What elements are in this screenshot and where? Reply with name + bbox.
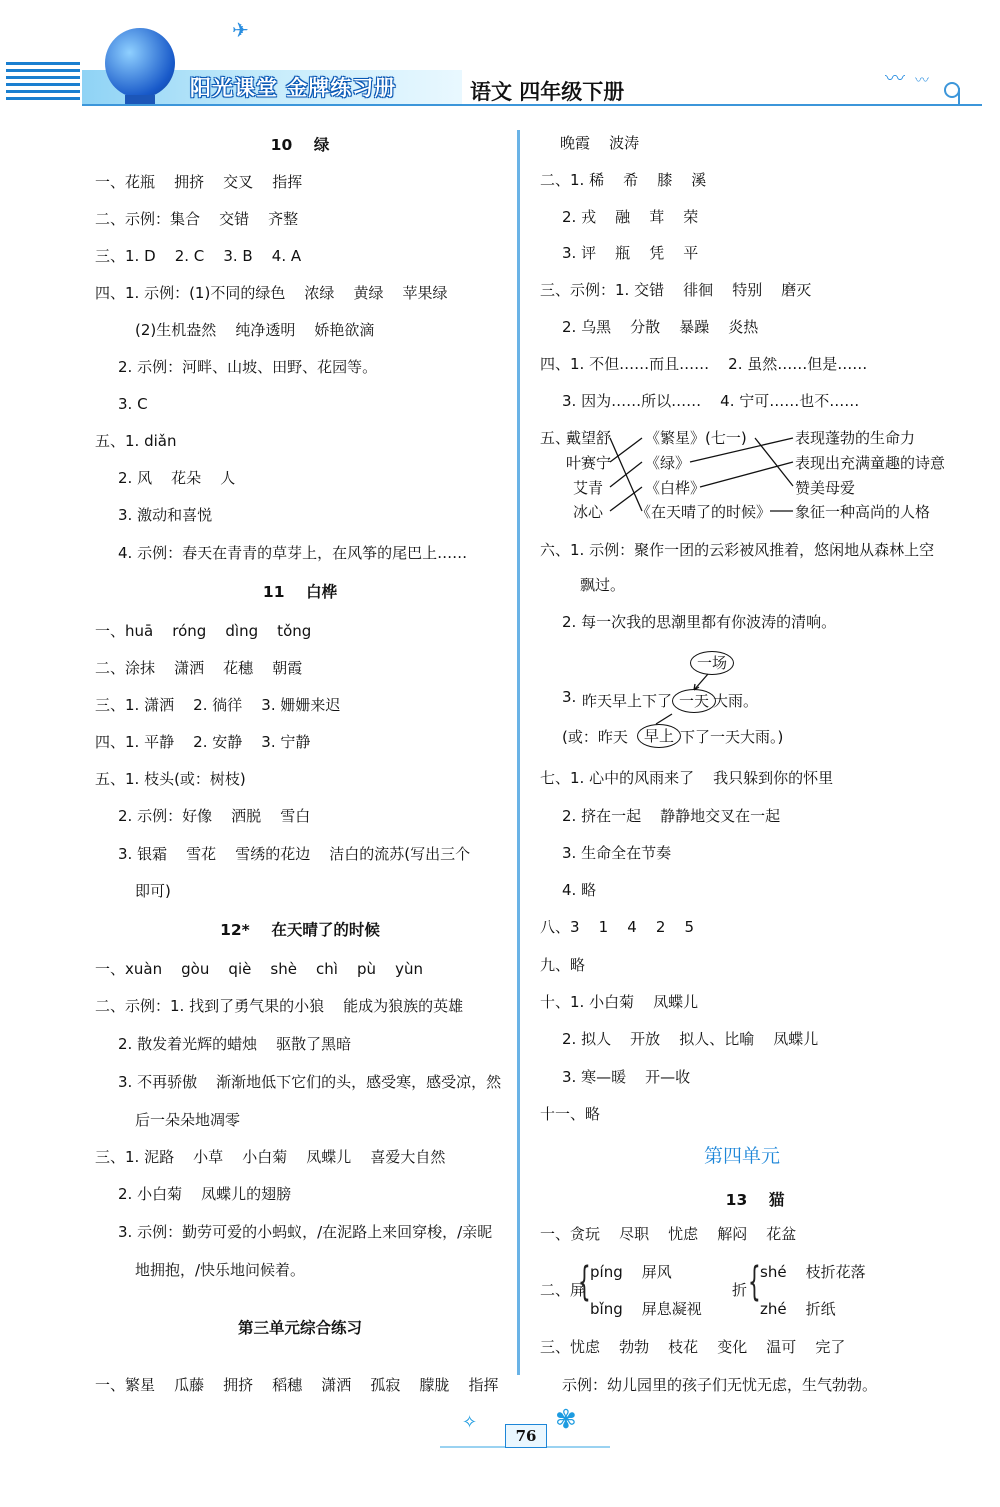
answer-line: 折: [732, 1281, 748, 1299]
inserted-word-circle: 一场: [690, 651, 734, 675]
answer-line: 2. 每一次我的思潮里都有你波涛的清响。: [562, 613, 837, 631]
column-divider: [517, 130, 520, 1375]
match-author: 叶赛宁: [566, 454, 612, 472]
answer-line: 六、1. 示例：聚作一团的云彩被风推着，悠闲地从森林上空: [540, 541, 935, 559]
header-rule: [82, 104, 982, 106]
header-stripes: [6, 62, 80, 108]
answer-line: 2. 示例：河畔、山坡、田野、花园等。: [118, 358, 378, 376]
bird-icon: 〰: [915, 73, 929, 89]
match-author: 冰心: [573, 503, 604, 521]
page-number: 76: [505, 1424, 547, 1448]
answer-line: 四、1. 平静 2. 安静 3. 宁静: [95, 733, 311, 751]
answer-line: 3. 生命全在节奏: [562, 844, 672, 862]
answer-line: 三、1. 潇洒 2. 徜徉 3. 姗姗来迟: [95, 696, 341, 714]
answer-line: 3. 寒—暖 开—收: [562, 1068, 691, 1086]
answer-line: 3. 激动和喜悦: [118, 506, 213, 524]
answer-line: 2. 小白菊 凤蝶儿的翅膀: [118, 1185, 292, 1203]
unit-heading: 第四单元: [703, 1145, 781, 1167]
answer-line: 二、涂抹 潇洒 花穗 朝霞: [95, 659, 303, 677]
answer-line: 一、huā róng dìng tǒng: [95, 622, 312, 640]
answer-line: 三、1. 泥路 小草 小白菊 凤蝶儿 喜爱大自然: [95, 1148, 446, 1166]
lesson-title: 13 猫: [725, 1191, 785, 1209]
answer-line: 2. 拟人 开放 拟人、比喻 凤蝶儿: [562, 1030, 819, 1048]
answer-line: 七、1. 心中的风雨来了 我只躲到你的怀里: [540, 769, 834, 787]
subject-grade: 语文 四年级下册: [470, 80, 625, 104]
answer-line: 四、1. 示例：(1)不同的绿色 浓绿 黄绿 苹果绿: [95, 284, 448, 302]
bird-icon: ✈: [232, 18, 249, 42]
answer-line: 3. 示例：勤劳可爱的小蚂蚁，/在泥路上来回穿梭，/亲昵: [118, 1223, 493, 1241]
moved-word-circle: 早上: [637, 724, 681, 748]
header-dot-icon: [944, 82, 960, 98]
page-header: [0, 0, 1000, 125]
answer-line: 八、3 1 4 2 5: [540, 918, 695, 936]
answer-line: 示例：幼儿园里的孩子们无忧无虑，生气勃勃。: [562, 1376, 878, 1394]
answer-line: 飘过。: [580, 576, 626, 594]
answer-line: 十、1. 小白菊 凤蝶儿: [540, 993, 699, 1011]
answer-line: 二、1. 稀 希 膝 溪: [540, 171, 707, 189]
answer-line: 昨天早上下了: [582, 692, 673, 710]
match-work: 《繁星》(七一): [645, 429, 747, 447]
answer-line: 一、繁星 瓜藤 拥挤 稻穗 潇洒 孤寂 朦胧 指挥: [95, 1376, 499, 1394]
match-work: 《在天晴了的时候》: [636, 503, 772, 521]
match-author: 艾青: [573, 479, 604, 497]
answer-line: 九、略: [540, 956, 586, 974]
answer-line: 地拥抱，/快乐地问候着。: [135, 1261, 306, 1279]
answer-line: 二、示例：集合 交错 齐整: [95, 210, 299, 228]
match-author: 戴望舒: [566, 429, 612, 447]
answer-line: shé 枝折花落: [760, 1263, 866, 1281]
answer-line: 即可): [135, 882, 171, 900]
lesson-title: 12* 在天晴了的时候: [220, 921, 380, 939]
palm-icon: ✾: [555, 1405, 577, 1435]
answer-line: 二、屏: [540, 1281, 586, 1299]
answer-line: 2. 示例：好像 洒脱 雪白: [118, 807, 311, 825]
answer-line: 一、贪玩 尽职 忧虑 解闷 花盆: [540, 1225, 797, 1243]
answer-line: 2. 挤在一起 静静地交叉在一起: [562, 807, 781, 825]
answer-line: 3. 银霜 雪花 雪绣的花边 洁白的流苏(写出三个: [118, 845, 471, 863]
match-theme: 赞美母爱: [795, 479, 856, 497]
match-theme: 表现出充满童趣的诗意: [795, 454, 946, 472]
bird-icon: 〰: [885, 66, 905, 90]
answer-line: 一、xuàn gòu qiè shè chì pù yùn: [95, 960, 424, 978]
answer-line: (2)生机盎然 纯净透明 娇艳欲滴: [135, 321, 375, 339]
answer-line: 晚霞 波涛: [560, 134, 640, 152]
answer-line: 后一朵朵地凋零: [135, 1111, 241, 1129]
answer-line: 3. 因为……所以…… 4. 宁可……也不……: [562, 392, 860, 410]
answer-line: 2. 散发着光辉的蜡烛 驱散了黑暗: [118, 1035, 352, 1053]
matching-lines: [600, 425, 800, 530]
match-work: 《绿》: [645, 454, 691, 472]
answer-line: 2. 风 花朵 人: [118, 469, 236, 487]
answer-line: píng 屏风: [590, 1263, 672, 1281]
answer-line: 二、示例：1. 找到了勇气果的小狼 能成为狼族的英雄: [95, 997, 464, 1015]
star-icon: ✧: [462, 1412, 478, 1433]
answer-number: 3.: [562, 688, 577, 706]
globe-icon: [105, 28, 175, 98]
brace-icon: {: [748, 1259, 761, 1305]
section-title: 第三单元综合练习: [237, 1319, 363, 1337]
lesson-title: 11 白桦: [262, 583, 338, 601]
answer-line: 大雨。: [713, 692, 759, 710]
deleted-word-circle: 一天: [672, 689, 716, 713]
answer-line: 五、1. 枝头(或：树枝): [95, 770, 246, 788]
answer-line: bǐng 屏息凝视: [590, 1300, 702, 1318]
answer-line: 4. 示例：春天在青青的草芽上，在风筝的尾巴上……: [118, 544, 468, 562]
answer-line: 4. 略: [562, 881, 597, 899]
answer-line: 三、忧虑 勃勃 枝花 变化 温可 完了: [540, 1338, 846, 1356]
answer-line: 三、1. D 2. C 3. B 4. A: [95, 247, 302, 265]
answer-line: 3. 不再骄傲 渐渐地低下它们的头，感受寒，感受凉，然: [118, 1073, 502, 1091]
book-title: 阳光课堂 金牌练习册: [190, 76, 397, 100]
answer-line: (或：昨天: [562, 728, 628, 746]
answer-line: 四、1. 不但……而且…… 2. 虽然……但是……: [540, 355, 868, 373]
answer-line: 一、花瓶 拥挤 交叉 指挥: [95, 173, 303, 191]
match-theme: 象征一种高尚的人格: [795, 503, 931, 521]
question-number: 五、: [540, 429, 571, 447]
answer-line: 三、示例：1. 交错 徘徊 特别 磨灭: [540, 281, 812, 299]
answer-line: 2. 戎 融 茸 荣: [562, 208, 699, 226]
answer-line: 十一、略: [540, 1105, 601, 1123]
lesson-title: 10 绿: [270, 136, 330, 154]
match-theme: 表现蓬勃的生命力: [795, 429, 916, 447]
answer-line: 五、1. diǎn: [95, 432, 177, 450]
answer-line: 3. C: [118, 395, 148, 413]
answer-line: zhé 折纸: [760, 1300, 836, 1318]
match-work: 《白桦》: [645, 479, 706, 497]
answer-line: 3. 评 瓶 凭 平: [562, 244, 699, 262]
brace-icon: {: [578, 1259, 591, 1305]
answer-line: 2. 乌黑 分散 暴躁 炎热: [562, 318, 759, 336]
answer-line: 下了一天大雨。): [680, 728, 784, 746]
